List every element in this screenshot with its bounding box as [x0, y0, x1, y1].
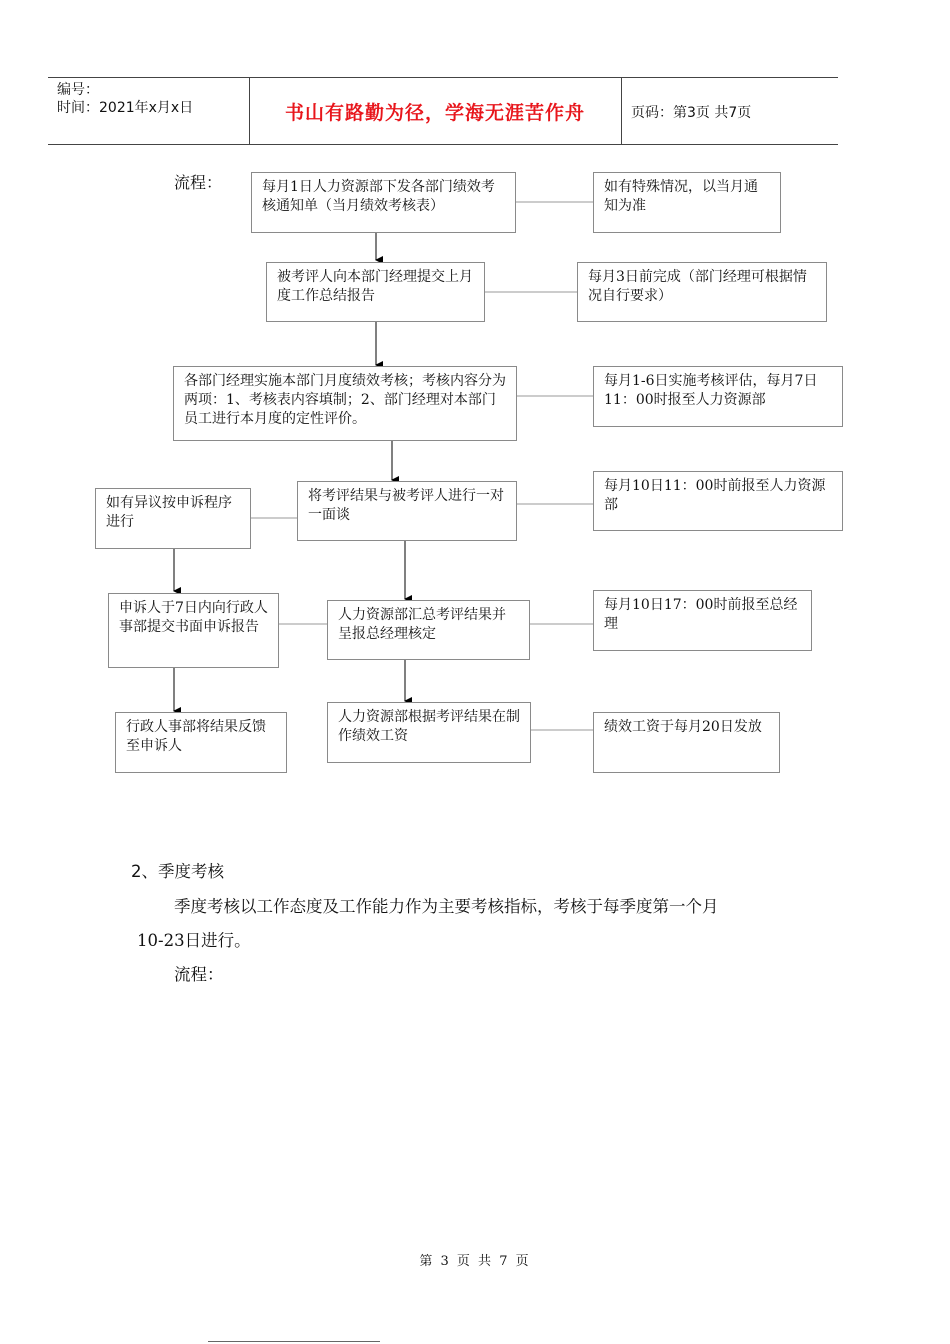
flow-step-one-on-one: 将考评结果与被考评人进行一对一面谈 [297, 481, 517, 541]
flow-note-special-cases: 如有特殊情况，以当月通知为准 [593, 172, 781, 233]
flow-step-notice: 每月1日人力资源部下发各部门绩效考核通知单（当月绩效考核表） [251, 172, 516, 233]
flow-side-appeal-report: 申诉人于7日内向行政人事部提交书面申诉报告 [108, 593, 279, 668]
flow-step-hr-summary: 人力资源部汇总考评结果并呈报总经理核定 [327, 600, 530, 660]
flow-note-day3-deadline: 每月3日前完成（部门经理可根据情况自行要求） [577, 262, 827, 322]
footer-rule [208, 1341, 380, 1342]
quarterly-paragraph-line2: 10-23日进行。 [137, 931, 251, 950]
flow-note-review-schedule: 每月1-6日实施考核评估，每月7日11：00时报至人力资源部 [593, 366, 843, 427]
quarterly-flow-label: 流程： [174, 965, 224, 984]
flow-note-day10-morning: 每月10日11：00时前报至人力资源部 [593, 471, 843, 531]
document-time-label: 时间：2021年x月x日 [57, 100, 194, 116]
quarterly-paragraph-line1: 季度考核以工作态度及工作能力作为主要考核指标，考核于每季度第一个月 [174, 897, 719, 916]
flow-side-objection: 如有异议按申诉程序进行 [95, 488, 251, 549]
flow-step-work-summary: 被考评人向本部门经理提交上月度工作总结报告 [266, 262, 485, 322]
flow-note-pay-date: 绩效工资于每月20日发放 [593, 712, 780, 773]
document-number-label: 编号： [57, 82, 99, 98]
flow-step-department-review: 各部门经理实施本部门月度绩效考核；考核内容分为两项：1、考核表内容填制；2、部门经理对本部门员工进行本月度的定性评价。 [173, 366, 517, 441]
flow-side-feedback: 行政人事部将结果反馈至申诉人 [115, 712, 287, 773]
header-motto: 书山有路勤为径，学海无涯苦作舟 [284, 102, 585, 124]
flow-step-performance-pay: 人力资源部根据考评结果在制作绩效工资 [327, 702, 531, 763]
section-heading-quarterly: 2、季度考核 [131, 862, 224, 881]
page-footer: 第 3 页 共 7 页 [419, 1254, 531, 1269]
flow-label: 流程： [174, 173, 223, 192]
flow-note-day10-evening: 每月10日17：00时前报至总经理 [593, 590, 812, 651]
page-number-label: 页码：第3页 共7页 [631, 105, 752, 121]
